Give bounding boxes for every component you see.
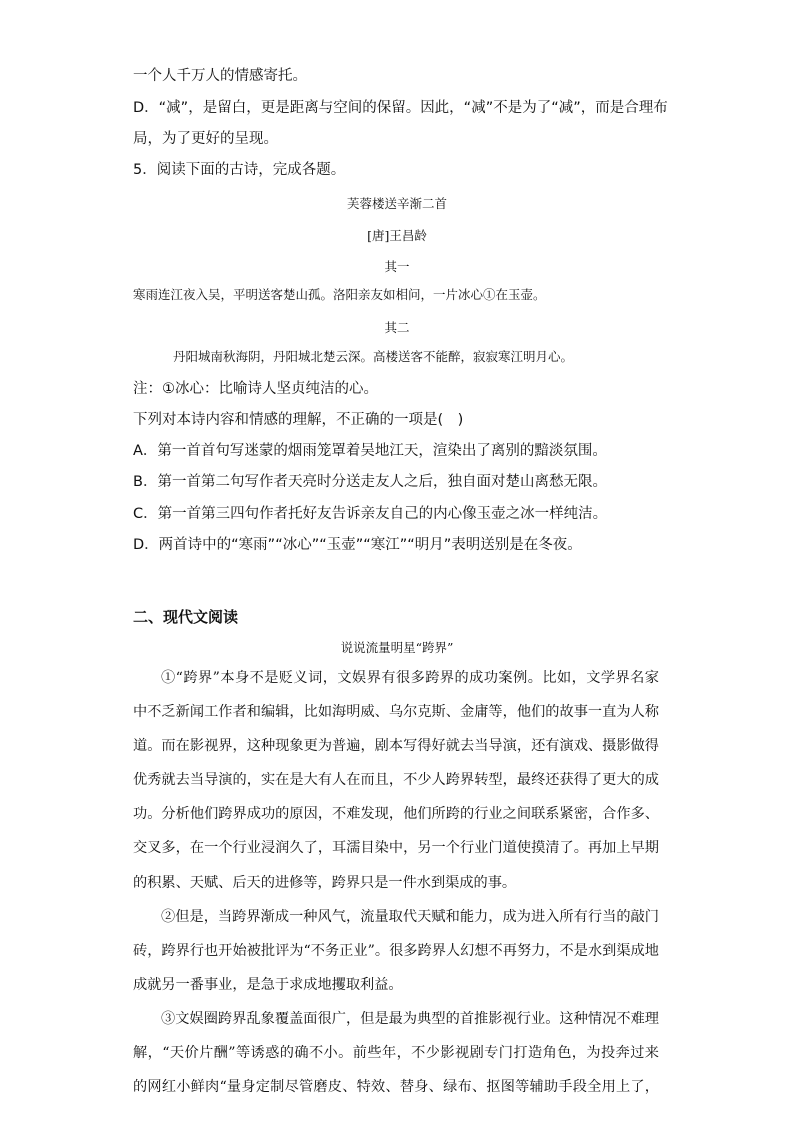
section-heading: 二、现代文阅读	[133, 608, 239, 626]
article-paragraph-1	[133, 661, 659, 900]
article-paragraph-3	[133, 1002, 659, 1104]
paragraph-line: 道。而在影视界，这种现象更为普遍，剧本写得好就去当导演，还有演戏、摄影做得	[133, 738, 659, 755]
paragraph-line: ①“跨界”本身不是贬义词，文娱界有很多跨界的成功案例。比如，文学界名家	[161, 670, 659, 686]
paragraph-line: ③文娱圈跨界乱象覆盖面很广，但是最为典型的首推影视行业。这种情况不难理	[161, 1011, 659, 1027]
paragraph-line: 砖，跨界行也开始被批评为“不务正业”。很多跨界人幻想不再努力，不是水到渠成地	[133, 943, 659, 960]
paragraph-line: 解，“天价片酬”等诱惑的确不小。前些年，不少影视剧专门打造角色，为投奔过来	[133, 1045, 659, 1062]
poem-title: 芙蓉楼送辛渐二首	[346, 196, 447, 211]
poem-part1-text: 寒雨连江夜入吴，平明送客楚山孤。洛阳亲友如相问，一片冰心①在玉壶。	[133, 287, 546, 302]
question-stem: 5．阅读下面的古诗，完成各题。	[133, 162, 346, 178]
poem-part2-text: 丹阳城南秋海阴，丹阳城北楚云深。高楼送客不能醉，寂寂寒江明月心。	[173, 349, 574, 364]
paragraph-line: 中不乏新闻工作者和编辑，比如海明威、乌尔克斯、金庸等，他们的故事一直为人称	[133, 704, 659, 721]
option-c: C．第一首第三四句作者托好友告诉亲友自己的内心像玉壶之冰一样纯洁。	[133, 506, 608, 522]
paragraph-line: ②但是，当跨界渐成一种风气，流量取代天赋和能力，成为进入所有行当的敲门	[161, 909, 659, 925]
text-line: 局，为了更好的呈现。	[133, 131, 278, 147]
paragraph-line: 优秀就去当导演的，实在是大有人在而且，不少人跨界转型，最终还获得了更大的成	[133, 772, 659, 789]
paragraph-line: 交叉多，在一个行业浸润久了，耳濡目染中，另一个行业门道使摸清了。再加上早期	[133, 840, 659, 857]
option-d: D．两首诗中的“寒雨”“冰心”“玉壶”“寒江”“明月”表明送别是在冬夜。	[133, 537, 582, 553]
poem-author: [唐]王昌龄	[367, 228, 427, 243]
poem-part1-label: 其一	[384, 259, 410, 274]
paragraph-line: 的积累、天赋、后天的进修等，跨界只是一件水到渠成的事。	[133, 874, 517, 891]
paragraph-line: 功。分析他们跨界成功的原因，不难发现，他们所跨的行业之间联系紧密，合作多、	[133, 806, 659, 823]
text-line: 一个人千万人的情感寄托。	[133, 68, 307, 84]
question-text: 下列对本诗内容和情感的理解，不正确的一项是( )	[133, 412, 464, 428]
paragraph-line: 的网红小鲜肉“量身定制尽管磨皮、特效、替身、绿布、抠图等辅助手段全用上了，	[133, 1079, 659, 1096]
article-paragraph-2	[133, 900, 659, 1002]
option-b: B．第一首第二句写作者天亮时分送走友人之后，独自面对楚山离愁无限。	[133, 474, 607, 490]
option-a: A．第一首首句写迷蒙的烟雨笼罩着吴地江天，渲染出了离别的黯淡氛围。	[133, 443, 607, 459]
paragraph-line: 成就另一番事业，是急于求成地攫取利益。	[133, 977, 403, 994]
article-title: 说说流量明星“跨界”	[340, 640, 454, 655]
poem-part2-label: 其二	[384, 320, 410, 335]
poem-note: 注：①冰心：比喻诗人坚贞纯洁的心。	[133, 381, 378, 397]
text-line: D．“减”，是留白，更是距离与空间的保留。因此，“减”不是为了“减”，而是合理布	[133, 100, 668, 116]
